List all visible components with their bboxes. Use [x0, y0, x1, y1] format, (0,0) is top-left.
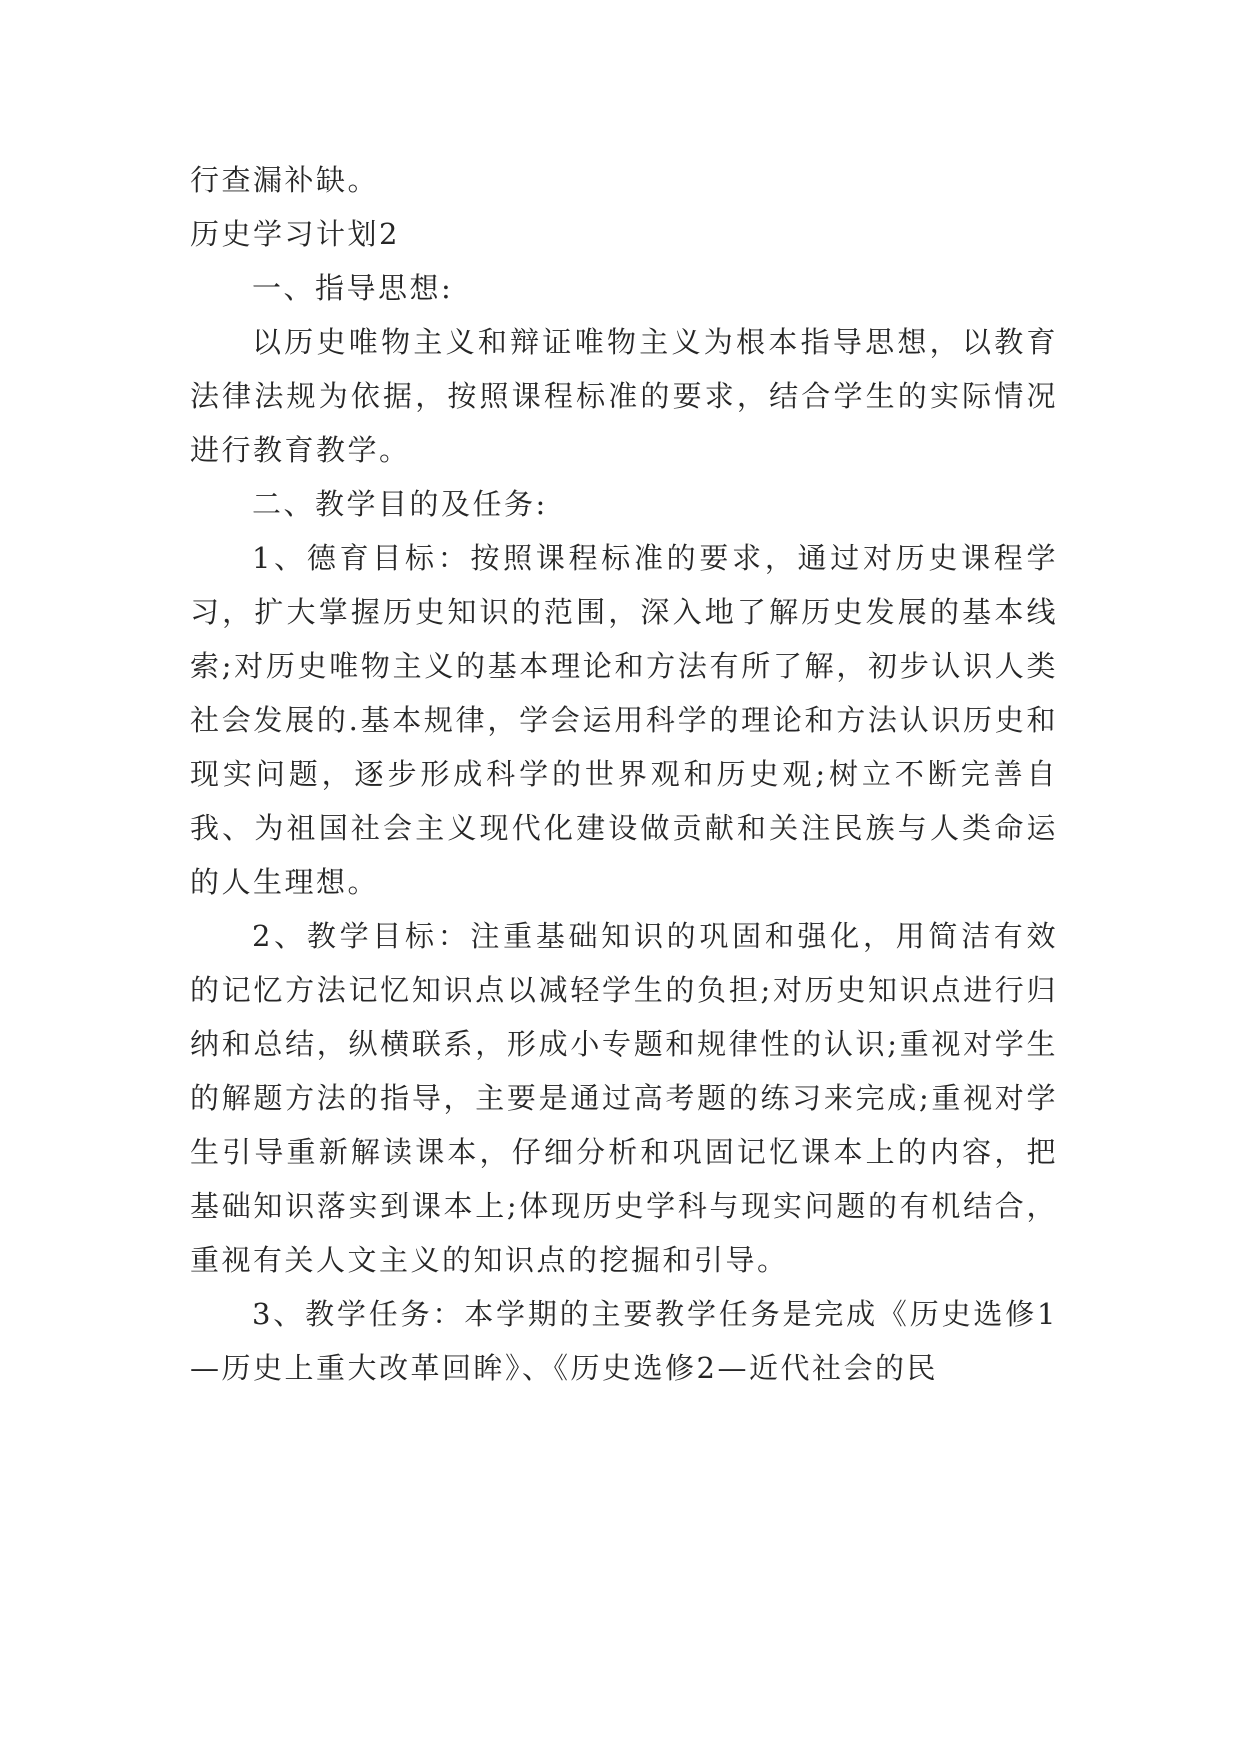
heading-teaching-objectives: 二、教学目的及任务:	[252, 487, 548, 521]
paragraph-teaching-goal: 2、教学目标：注重基础知识的巩固和强化，用简洁有效的记忆方法记忆知识点以减轻学生的负担;对历史知识点进行归纳和总结，纵横联系，形成小专题和规律性的认识;重视对学生的解题方法的指导，主要是通过高考题的练习来完成;重视对学生引导重新解读课本，仔细分析和巩固记忆课本上的内容，把基础知识落实到课本上;体现历史学科与现实问题的有机结合，重视有关人文主义的知识点的挖掘和引导。	[190, 919, 1058, 1277]
paragraph-continuation: 行查漏补缺。	[190, 163, 380, 197]
paragraph-teaching-task: 3、教学任务：本学期的主要教学任务是完成《历史选修1—历史上重大改革回眸》、《历史选修2—近代社会的民	[190, 1297, 1058, 1385]
section-title: 历史学习计划2	[190, 217, 400, 251]
heading-guiding-ideology: 一、指导思想:	[252, 271, 454, 305]
paragraph-guiding-ideology: 以历史唯物主义和辩证唯物主义为根本指导思想，以教育法律法规为依据，按照课程标准的要求，结合学生的实际情况进行教育教学。	[190, 325, 1058, 467]
document-body	[190, 153, 1058, 1395]
paragraph-moral-goal: 1、德育目标：按照课程标准的要求，通过对历史课程学习，扩大掌握历史知识的范围，深入地了解历史发展的基本线索;对历史唯物主义的基本理论和方法有所了解，初步认识人类社会发展的.基本规律，学会运用科学的理论和方法认识历史和现实问题，逐步形成科学的世界观和历史观;树立不断完善自我、为祖国社会主义现代化建设做贡献和关注民族与人类命运的人生理想。	[190, 541, 1058, 899]
